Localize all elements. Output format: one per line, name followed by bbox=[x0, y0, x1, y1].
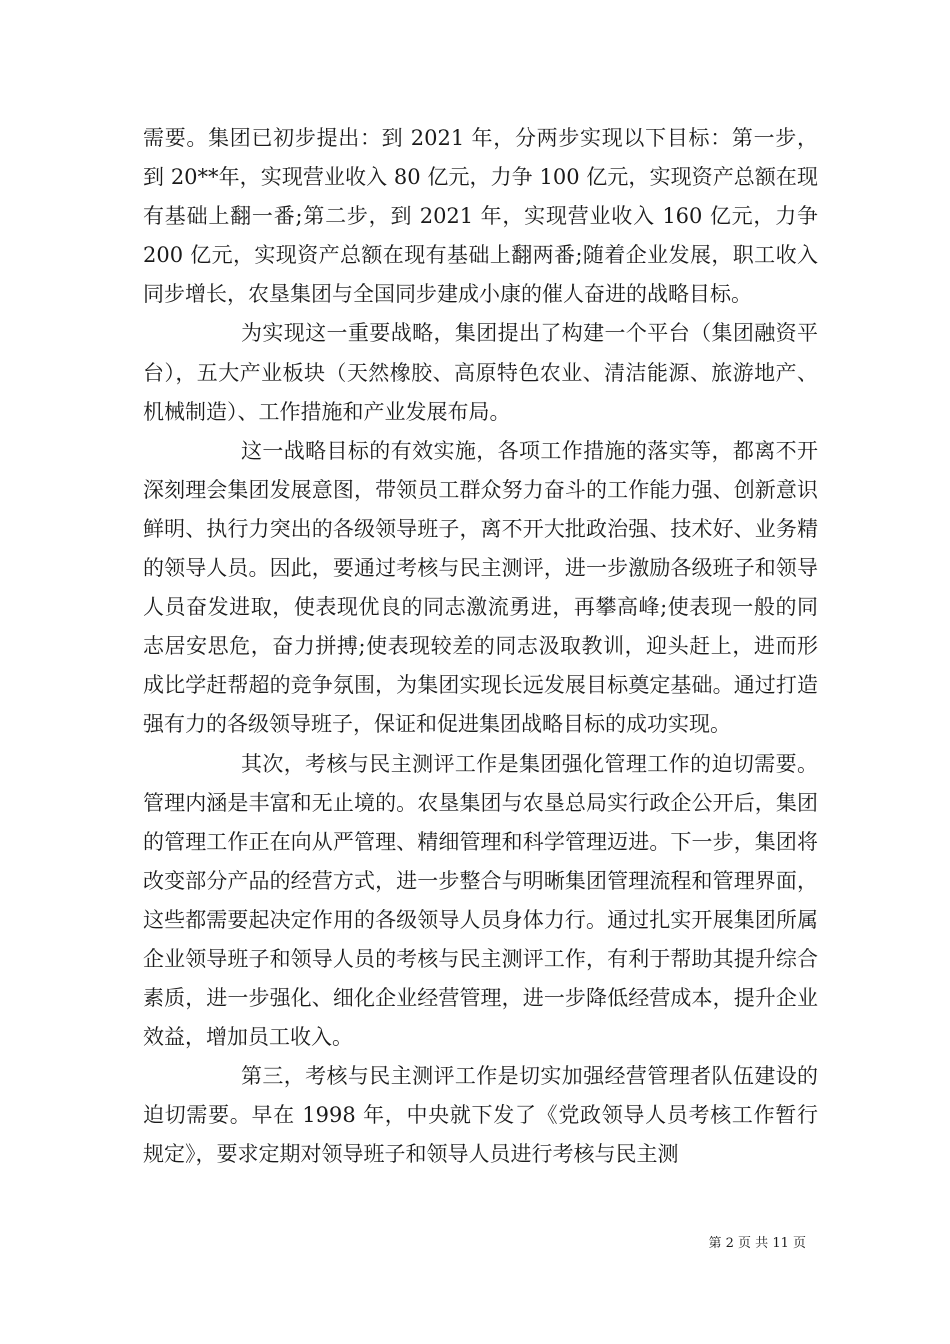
paragraph-strategy-platform: 为实现这一重要战略，集团提出了构建一个平台（集团融资平台），五大产业板块（天然橡胶、高原特色农业、清洁能源、旅游地产、机械制造）、工作措施和产业发展布局。 bbox=[143, 321, 818, 424]
page-number-footer: 第 2 页 共 11 页 bbox=[708, 1236, 806, 1251]
paragraph-strategy-implementation: 这一战略目标的有效实施，各项工作措施的落实等，都离不开深刻理会集团发展意图，带领员工群众努力奋斗的工作能力强、创新意识鲜明、执行力突出的各级领导班子，离不开大批政治强、技术好、业务精的领导人员。因此，要通过考核与民主测评，进一步激励各级班子和领导人员奋发进取，使表现优良的同志激流勇进，再攀高峰;使表现一般的同志居安思危，奋力拼搏;使表现较差的同志汲取教训，迎头赶上，进而形成比学赶帮超的竞争氛围，为集团实现长远发展目标奠定基础。通过打造强有力的各级领导班子，保证和促进集团战略目标的成功实现。 bbox=[143, 438, 818, 737]
paragraph-management-need: 其次，考核与民主测评工作是集团强化管理工作的迫切需要。管理内涵是丰富和无止境的。农垦集团与农垦总局实行政企公开后，集团的管理工作正在向从严管理、精细管理和科学管理迈进。下一步，集团将改变部分产品的经营方式，进一步整合与明晰集团管理流程和管理界面，这些都需要起决定作用的各级领导人员身体力行。通过扎实开展集团所属企业领导班子和领导人员的考核与民主测评工作，有利于帮助其提升综合素质，进一步强化、细化企业经营管理，进一步降低经营成本，提升企业效益，增加员工收入。 bbox=[143, 751, 818, 1050]
document-body bbox=[143, 119, 818, 1175]
paragraph-continued: 需要。集团已初步提出：到 2021 年，分两步实现以下目标：第一步，到 20**年，实现营业收入 80 亿元，力争 100 亿元，实现资产总额在现有基础上翻一番;第二步，到 2021 年，实现营业收入 160 亿元，力争 200 亿元，实现资产总额在现有基础上翻两番;随着企业发展，职工收入同步增长，农垦集团与全国同步建成小康的催人奋进的战略目标。 bbox=[143, 126, 818, 307]
paragraph-team-building: 第三，考核与民主测评工作是切实加强经营管理者队伍建设的迫切需要。早在 1998 年，中央就下发了《党政领导人员考核工作暂行规定》，要求定期对领导班子和领导人员进行考核与民主测 bbox=[143, 1064, 818, 1167]
